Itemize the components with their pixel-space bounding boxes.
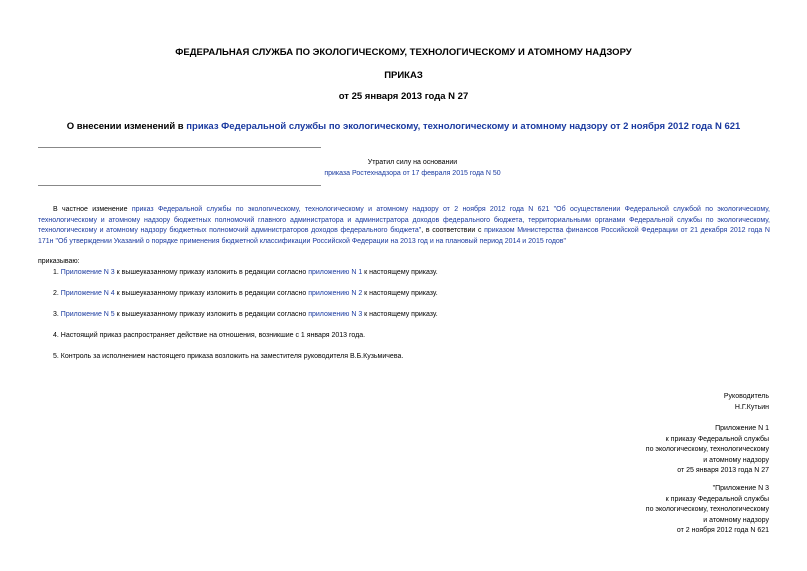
document-type: ПРИКАЗ — [384, 70, 423, 81]
order-item-5: 5. Контроль за исполнением настоящего приказа возложить на заместителя руководителя В.Б.Кузьмичева. — [53, 353, 404, 360]
item-2-link-annex[interactable]: приложению N 2 — [308, 290, 363, 297]
item-number: 1. — [53, 269, 61, 276]
item-number: 3. — [53, 311, 61, 318]
divider-top — [38, 147, 321, 148]
order-item-2 — [53, 289, 438, 299]
revocation-notice — [250, 157, 575, 179]
agency-title: ФЕДЕРАЛЬНАЯ СЛУЖБА ПО ЭКОЛОГИЧЕСКОМУ, ТЕХНОЛОГИЧЕСКОМУ И АТОМНОМУ НАДЗОРУ — [175, 47, 632, 58]
item-3-link-annex[interactable]: приложению N 3 — [308, 311, 363, 318]
subject-prefix: О внесении изменений в — [66, 121, 187, 132]
order-item-1 — [53, 268, 438, 278]
item-2-link-appendix[interactable]: Приложение N 4 — [60, 290, 115, 297]
item-1-link-appendix[interactable]: Приложение N 3 — [60, 269, 115, 276]
preamble-paragraph — [38, 205, 770, 247]
appendix-3-line: и атомному надзору — [703, 516, 769, 524]
preamble-text-1: В частное изменение — [53, 206, 132, 213]
revocation-link[interactable]: приказа Ростехнадзора от 17 февраля 2015 года N 50 — [324, 170, 501, 177]
appendix-1-line: Приложение N 1 — [715, 425, 769, 432]
appendix-3-line: к приказу Федеральной службы — [665, 495, 769, 503]
item-1-link-annex[interactable]: приложению N 1 — [308, 269, 363, 276]
item-text-tail: к настоящему приказу. — [362, 311, 438, 318]
appendix-1-line: и атомному надзору — [703, 456, 769, 464]
item-text-tail: к настоящему приказу. — [362, 290, 438, 297]
appendix-3-line: по экологическому, технологическому — [645, 506, 769, 513]
divider-bottom — [38, 185, 321, 186]
signature-block — [509, 392, 769, 413]
appendix-1-line: по экологическому, технологическому — [645, 446, 769, 453]
order-word: приказываю: — [38, 258, 80, 265]
appendix-3-line: "Приложение N 3 — [712, 485, 769, 492]
appendix-1-line: к приказу Федеральной службы — [665, 435, 769, 443]
item-text: к вышеуказанному приказу изложить в редакции согласно — [114, 311, 309, 318]
signature-name: Н.Г.Кутьин — [734, 403, 769, 411]
signature-title: Руководитель — [723, 393, 769, 400]
appendix-1-line: от 25 января 2013 года N 27 — [677, 467, 769, 474]
preamble-text-2: , в соответствии с — [421, 227, 485, 234]
document-subject — [0, 121, 807, 132]
order-item-4: 4. Настоящий приказ распространяет действие на отношения, возникшие с 1 января 2013 года. — [53, 332, 366, 339]
order-item-3 — [53, 310, 438, 320]
appendix-3-header — [509, 484, 769, 537]
item-number: 2. — [53, 290, 61, 297]
appendix-1-header — [509, 424, 769, 477]
document-date-number: от 25 января 2013 года N 27 — [338, 91, 469, 102]
item-text-tail: к настоящему приказу. — [362, 269, 438, 276]
preamble-link-minfin-order[interactable]: приказом Министерства финансов Российской Федерации от 21 декабря 2012 года N 171н "Об утверждении Указаний о порядке применения бюджетной классификации Российской Федерации на 2013 год и на плановый период 2014 и 2015 годов" — [38, 227, 770, 245]
item-3-link-appendix[interactable]: Приложение N 5 — [60, 311, 115, 318]
preamble-link-order-621[interactable]: приказ Федеральной службы по экологическому, технологическому и атомному надзору от 2 ноября 2012 года N 621 "Об осуществлении Федеральной службой по экологическому, технологическому и атомному надзору бюджетных полномочий главного администратора и администратора доходов федерального бюджета, территориальными органами Федеральной службы по экологическому, технологическому и атомному надзору бюджетных полномочий администраторов доходов федерального бюджета" — [38, 206, 770, 234]
revocation-text: Утратил силу на основании — [367, 159, 458, 166]
item-text: к вышеуказанному приказу изложить в редакции согласно — [114, 290, 309, 297]
subject-link[interactable]: приказ Федеральной службы по экологическому, технологическому и атомному надзору от 2 ноября 2012 года N 621 — [186, 121, 741, 132]
appendix-3-line: от 2 ноября 2012 года N 621 — [676, 527, 769, 534]
item-text: к вышеуказанному приказу изложить в редакции согласно — [114, 269, 309, 276]
